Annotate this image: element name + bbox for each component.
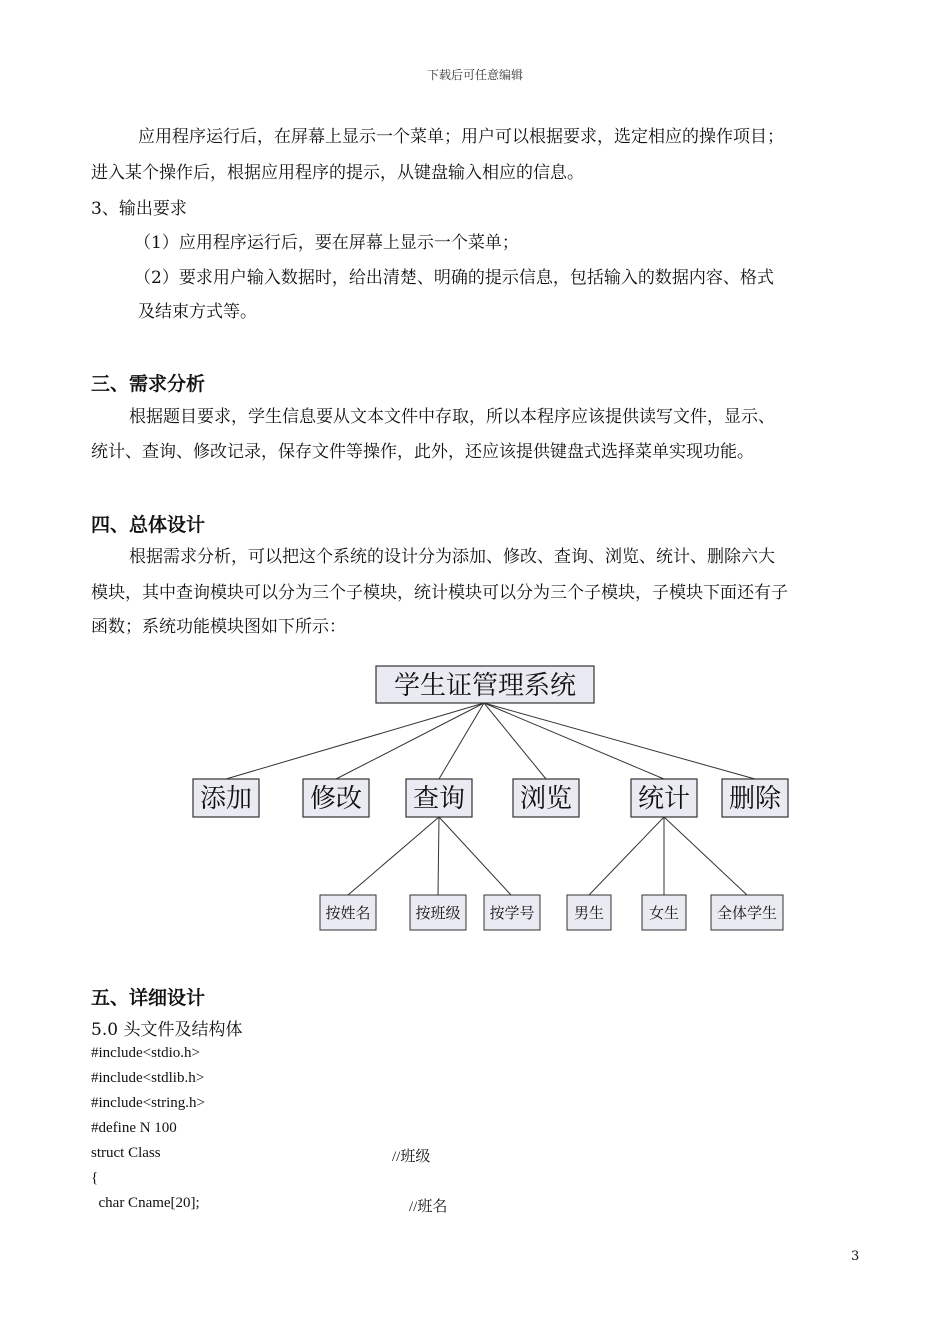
submodule-label: 全体学生	[716, 904, 778, 922]
paragraph-line: 根据需求分析，可以把这个系统的设计分为添加、修改、查询、浏览、统计、删除六大	[129, 547, 775, 567]
section-heading: 三、需求分析	[91, 373, 206, 395]
module-label: 修改	[309, 784, 363, 814]
code-line: struct Class	[91, 1145, 161, 1161]
submodule-label: 男生	[573, 904, 605, 922]
code-line: #include<stdio.h>	[91, 1045, 200, 1061]
module-node-add	[193, 779, 259, 817]
paragraph-line: 根据题目要求，学生信息要从文本文件中存取，所以本程序应该提供读写文件，显示、	[129, 407, 775, 427]
section-heading: 四、总体设计	[91, 514, 206, 536]
submodule-label: 女生	[648, 904, 680, 922]
list-item-continuation: 及结束方式等。	[138, 302, 257, 322]
paragraph-line: 统计、查询、修改记录，保存文件等操作，此外，还应该提供键盘式选择菜单实现功能。	[91, 442, 754, 462]
page-header: 下载后可任意编辑	[426, 68, 523, 82]
code-line: char Cname[20];	[91, 1195, 200, 1211]
module-node-stats	[631, 779, 697, 817]
paragraph-line: 应用程序运行后，在屏幕上显示一个菜单；用户可以根据要求，选定相应的操作项目；	[138, 127, 784, 147]
page-number: 3	[851, 1249, 860, 1264]
module-label: 浏览	[519, 784, 573, 814]
paragraph-line: 函数；系统功能模块图如下所示：	[91, 617, 346, 637]
root-node-label: 学生证管理系统	[393, 671, 577, 701]
module-node-query	[406, 779, 472, 817]
module-label: 查询	[412, 784, 466, 814]
submodule-label: 按班级	[415, 904, 461, 922]
paragraph-line: 模块，其中查询模块可以分为三个子模块，统计模块可以分为三个子模块，子模块下面还有子	[91, 583, 788, 603]
module-node-browse	[513, 779, 579, 817]
module-node-delete	[722, 779, 788, 817]
module-label: 添加	[199, 784, 253, 814]
section-subtitle: 3、输出要求	[91, 199, 187, 219]
code-line: #define N 100	[91, 1120, 177, 1136]
submodule-node-by-name	[320, 895, 376, 930]
module-label: 删除	[728, 784, 782, 814]
submodule-label: 按姓名	[325, 904, 371, 922]
code-line: #include<stdlib.h>	[91, 1070, 205, 1086]
module-node-edit	[303, 779, 369, 817]
list-item: （1）应用程序运行后，要在屏幕上显示一个菜单；	[134, 233, 519, 253]
root-node	[376, 666, 594, 703]
section-subtitle: 5.0 头文件及结构体	[91, 1020, 243, 1040]
list-item: （2）要求用户输入数据时，给出清楚、明确的提示信息，包括输入的数据内容、格式	[134, 268, 774, 288]
code-comment: //班名	[409, 1199, 448, 1215]
paragraph-line: 进入某个操作后，根据应用程序的提示，从键盘输入相应的信息。	[91, 163, 584, 183]
submodule-node-all-students	[711, 895, 783, 930]
code-line: {	[91, 1170, 99, 1186]
module-label: 统计	[637, 784, 691, 814]
submodule-label: 按学号	[489, 904, 535, 922]
submodule-node-male	[567, 895, 611, 930]
submodule-node-by-class	[410, 895, 466, 930]
code-comment: //班级	[392, 1149, 431, 1165]
code-line: #include<string.h>	[91, 1095, 205, 1111]
submodule-node-female	[642, 895, 686, 930]
submodule-node-by-id	[484, 895, 540, 930]
section-heading: 五、详细设计	[91, 987, 206, 1009]
